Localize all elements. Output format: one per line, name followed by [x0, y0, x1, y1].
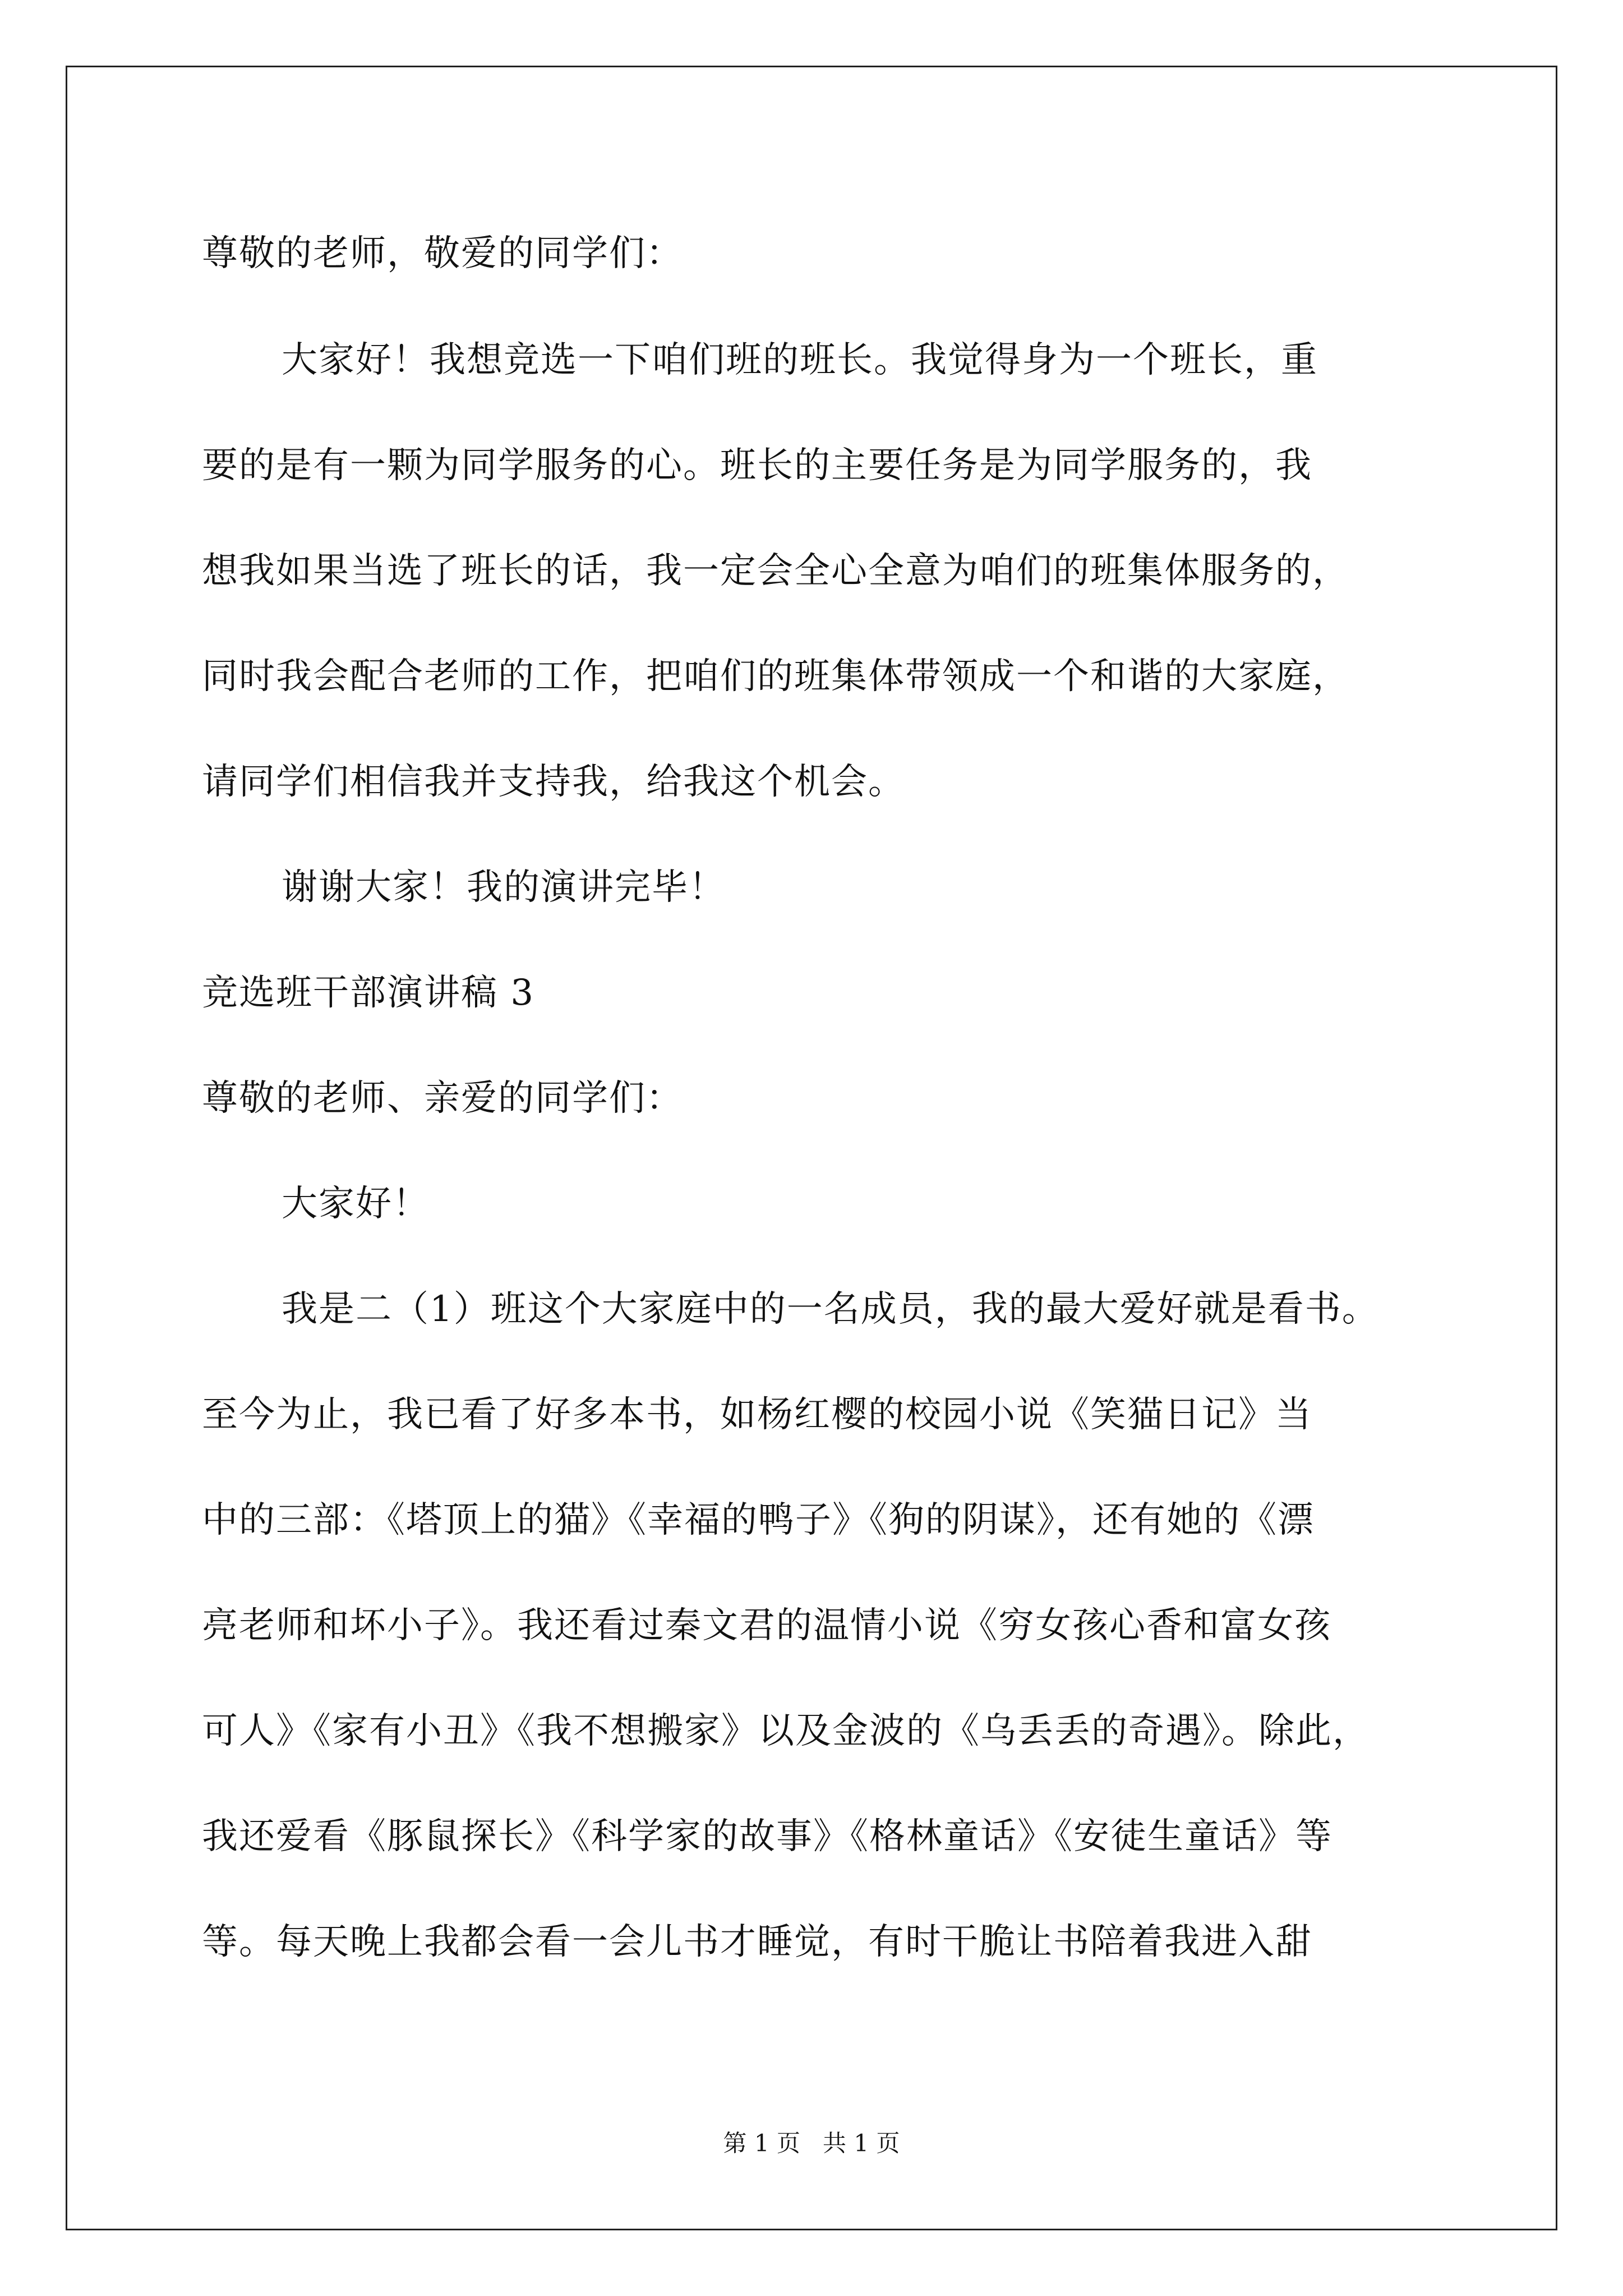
greeting-line: 大家好！ — [282, 1183, 430, 1225]
page-border — [66, 66, 1557, 2230]
body-line: 我还爱看《豚鼠探长》《科学家的故事》《格林童话》《安徒生童话》等 — [202, 1816, 1332, 1857]
body-line: 中的三部：《塔顶上的猫》《幸福的鸭子》《狗的阴谋》，还有她的《漂 — [202, 1499, 1315, 1541]
section-title: 竞选班干部演讲稿 3 — [202, 972, 535, 1014]
body-line: 亮老师和坏小子》。我还看过秦文君的温情小说《穷女孩心香和富女孩 — [202, 1605, 1331, 1646]
salutation-line: 尊敬的老师，敬爱的同学们： — [202, 233, 683, 274]
body-line: 要的是有一颗为同学服务的心。班长的主要任务是为同学服务的，我 — [202, 445, 1312, 486]
body-line: 我是二（1）班这个大家庭中的一名成员，我的最大爱好就是看书。 — [282, 1289, 1379, 1330]
body-line: 可人》《家有小丑》《我不想搬家》以及金波的《乌丢丢的奇遇》。除此， — [202, 1710, 1370, 1752]
body-line: 同时我会配合老师的工作，把咱们的班集体带领成一个和谐的大家庭， — [202, 656, 1349, 697]
salutation-line: 尊敬的老师、亲爱的同学们： — [202, 1078, 683, 1119]
page-footer: 第 1 页 共 1 页 — [723, 2129, 900, 2157]
closing-line: 谢谢大家！我的演讲完毕！ — [282, 867, 726, 908]
body-line: 想我如果当选了班长的话，我一定会全心全意为咱们的班集体服务的， — [202, 550, 1349, 592]
body-line: 至今为止，我已看了好多本书，如杨红樱的校园小说《笑猫日记》当 — [202, 1394, 1312, 1435]
body-line: 等。每天晚上我都会看一会儿书才睡觉，有时干脆让书陪着我进入甜 — [202, 1921, 1312, 1963]
body-line: 请同学们相信我并支持我，给我这个机会。 — [202, 761, 905, 803]
body-line: 大家好！我想竞选一下咱们班的班长。我觉得身为一个班长，重 — [282, 339, 1318, 381]
